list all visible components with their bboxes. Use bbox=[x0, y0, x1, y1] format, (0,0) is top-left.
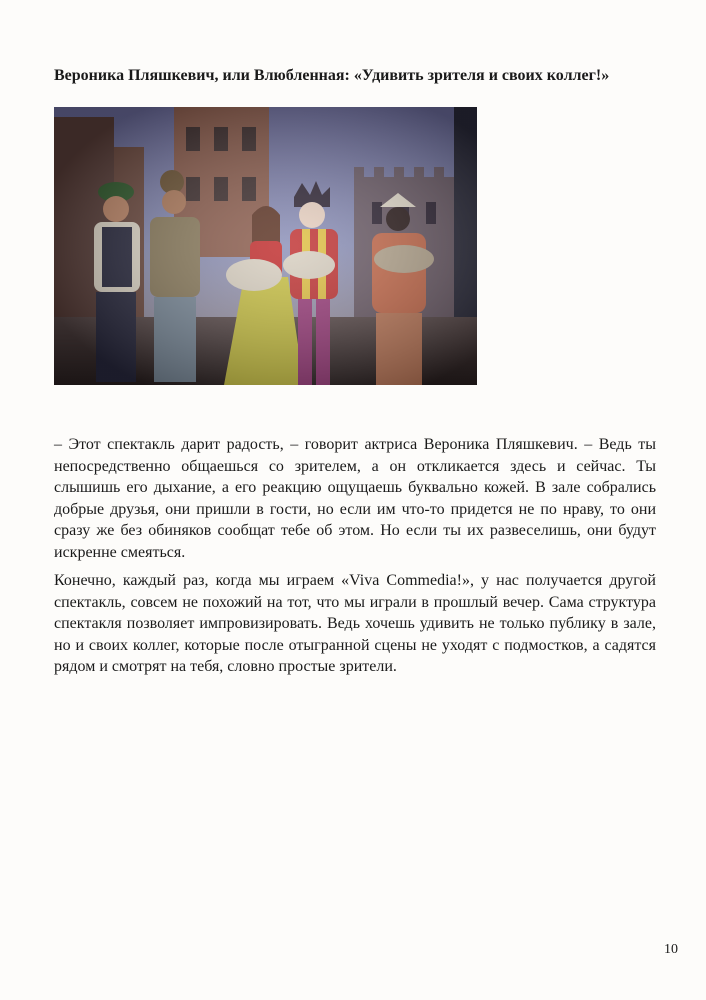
paragraph-1: – Этот спектакль дарит радость, – говорит актриса Вероника Пляшкевич. – Ведь ты непосредственно общаешься со зрителем, а он откликается здесь и сейчас. Ты слышишь его дыхание, а его реакцию ощущаешь буквально кожей. В зале собрались добрые друзья, они пришли в гости, но если им что-то придется не по нраву, то они сразу же без обиняков сообщат тебе об этом. Но если ты их развеселишь, они будут искренне смеяться. bbox=[54, 436, 656, 561]
stage-photo bbox=[54, 107, 477, 385]
paragraph-2: Конечно, каждый раз, когда мы играем «Viva Commedia!», у нас получается другой спектакль, совсем не похожий на тот, что мы играли в прошлый вечер. Сама структура спектакля позволяет импровизировать. Ведь хочешь удивить не только публику в зале, но и своих коллег, которые после отыгранной сцены не уходят с подмостков, а садятся рядом и смотрят на тебя, словно простые зрители. bbox=[54, 572, 656, 675]
article-title: Вероника Пляшкевич, или Влюбленная: «Удивить зрителя и своих коллег!» bbox=[54, 67, 610, 84]
page-number: 10 bbox=[664, 942, 678, 957]
